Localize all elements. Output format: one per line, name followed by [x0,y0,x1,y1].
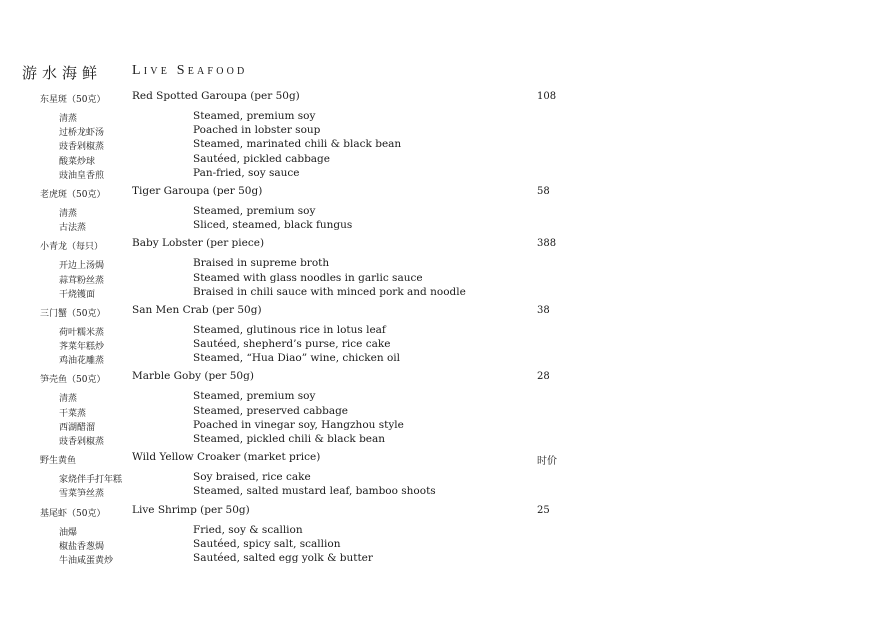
preparation-row [0,272,870,286]
preparation-chinese: 椒盐香葱焗 [59,541,105,552]
menu-section [0,504,870,569]
preparation-chinese: 豉油皇香煎 [59,170,105,181]
preparation-english: Steamed, premium soy [193,390,316,403]
preparation-english: Sliced, steamed, black fungus [193,219,353,232]
preparation-english: Braised in supreme broth [193,257,330,270]
heading-english: Live Seafood [132,63,248,78]
preparation-row [0,138,870,152]
menu-section [0,185,870,235]
preparation-english: Sautéed, salted egg yolk & butter [193,551,373,564]
item-name-chinese: 老虎斑（50克） [40,189,106,200]
item-price: 时价 [537,456,557,468]
preparation-english: Steamed, pickled chili & black bean [193,433,386,445]
preparation-chinese: 酸菜炒球 [59,156,96,167]
preparation-chinese: 清蒸 [59,114,78,124]
menu-item-row [0,237,870,255]
item-name-english: Baby Lobster (per piece) [132,237,265,250]
item-name-english: Wild Yellow Croaker (market price) [132,451,321,464]
preparation-chinese: 鸡油花雕蒸 [59,356,105,367]
preparation-chinese: 清蒸 [59,394,78,405]
preparation-english: Pan-fried, soy sauce [193,166,300,179]
item-name-chinese: 基尾虾（50克） [40,508,106,519]
preparation-row [0,257,870,271]
preparation-list [0,255,870,302]
item-name-chinese: 东星斑（50克） [40,95,106,105]
preparation-list [0,203,870,235]
preparation-english: Poached in vinegar soy, Hangzhou style [193,418,404,431]
preparation-chinese: 荠菜年糕炒 [59,342,105,353]
preparation-chinese: 过桥龙虾汤 [59,128,105,139]
preparation-row [0,205,870,219]
preparation-english: Fried, soy & scallion [193,523,303,536]
preparation-english: Poached in lobster soup [193,124,321,137]
preparation-chinese: 古法蒸 [59,223,87,234]
menu-item-row [0,304,870,322]
preparation-chinese: 豉香剁椒蒸 [59,437,105,447]
item-name-english: San Men Crab (per 50g) [132,303,262,316]
preparation-chinese: 油爆 [59,527,78,538]
preparation-row [0,471,870,485]
preparation-list [0,388,870,449]
preparation-english: Soy braised, rice cake [193,471,311,484]
preparation-english: Steamed, “Hua Diao” wine, chicken oil [193,352,400,365]
preparation-chinese: 西湖醋溜 [59,422,96,433]
preparation-row [0,124,870,138]
preparation-english: Steamed, marinated chili & black bean [193,138,402,151]
item-price: 25 [537,504,550,516]
preparation-english: Steamed, premium soy [193,204,316,217]
preparation-chinese: 开边上汤焗 [59,261,105,272]
menu-item-row [0,451,870,469]
item-price: 28 [537,371,550,383]
preparation-english: Steamed, glutinous rice in lotus leaf [193,323,386,336]
item-name-chinese: 笋壳鱼（50克） [40,375,106,386]
preparation-chinese: 豉香剁椒蒸 [59,142,105,153]
preparation-chinese: 清蒸 [59,208,78,219]
menu-section [0,304,870,369]
menu-section [0,451,870,501]
item-name-english: Red Spotted Garoupa (per 50g) [132,90,300,102]
preparation-english: Sautéed, shepherd’s purse, rice cake [193,338,391,351]
preparation-row [0,110,870,124]
preparation-row [0,338,870,352]
preparation-row [0,219,870,233]
preparation-english: Steamed, premium soy [193,110,316,122]
preparation-list [0,469,870,501]
preparation-english: Steamed, salted mustard leaf, bamboo shoots [193,485,436,498]
preparation-row [0,390,870,404]
menu-item-row [0,185,870,203]
preparation-row [0,524,870,538]
item-price: 108 [537,91,557,102]
menu-section [0,370,870,449]
preparation-list [0,522,870,569]
menu-item-row [0,504,870,522]
preparation-english: Sautéed, spicy salt, scallion [193,537,341,550]
preparation-chinese: 干菜蒸 [59,408,87,419]
menu-section [0,90,870,183]
item-name-chinese: 小青龙（每只） [40,242,104,253]
preparation-chinese: 干烧镬面 [59,289,96,300]
preparation-chinese: 家烧伴手打年糕 [59,475,123,486]
preparation-chinese: 蒜茸粉丝蒸 [59,275,105,286]
preparation-chinese: 荷叶糯米蒸 [59,327,105,338]
preparation-english: Sautéed, pickled cabbage [193,152,330,165]
preparation-row [0,405,870,419]
preparation-chinese: 雪菜笋丝蒸 [59,489,105,500]
menu-list [0,90,870,570]
item-name-chinese: 野生黄鱼 [40,456,77,467]
preparation-row [0,552,870,566]
item-name-english: Live Shrimp (per 50g) [132,503,250,516]
preparation-row [0,538,870,552]
heading-chinese: 游水海鲜 [22,64,103,82]
preparation-english: Steamed with glass noodles in garlic sauce [193,271,423,284]
preparation-list [0,322,870,369]
preparation-list [0,108,870,183]
preparation-english: Braised in chili sauce with minced pork and noodle [193,285,466,298]
preparation-row [0,324,870,338]
preparation-row [0,153,870,167]
preparation-chinese: 牛油咸蛋黄炒 [59,555,114,566]
menu-item-row [0,370,870,388]
item-price: 58 [537,185,550,197]
menu-section [0,237,870,302]
preparation-row [0,485,870,499]
preparation-english: Steamed, preserved cabbage [193,404,349,417]
item-price: 38 [537,304,550,316]
item-price: 388 [537,238,557,250]
menu-item-row [0,90,870,108]
preparation-row [0,419,870,433]
preparation-row [0,433,870,447]
preparation-row [0,286,870,300]
preparation-row [0,352,870,366]
item-name-english: Tiger Garoupa (per 50g) [132,184,263,197]
item-name-chinese: 三门蟹（50克） [40,308,106,319]
preparation-row [0,167,870,181]
item-name-english: Marble Goby (per 50g) [132,370,254,383]
